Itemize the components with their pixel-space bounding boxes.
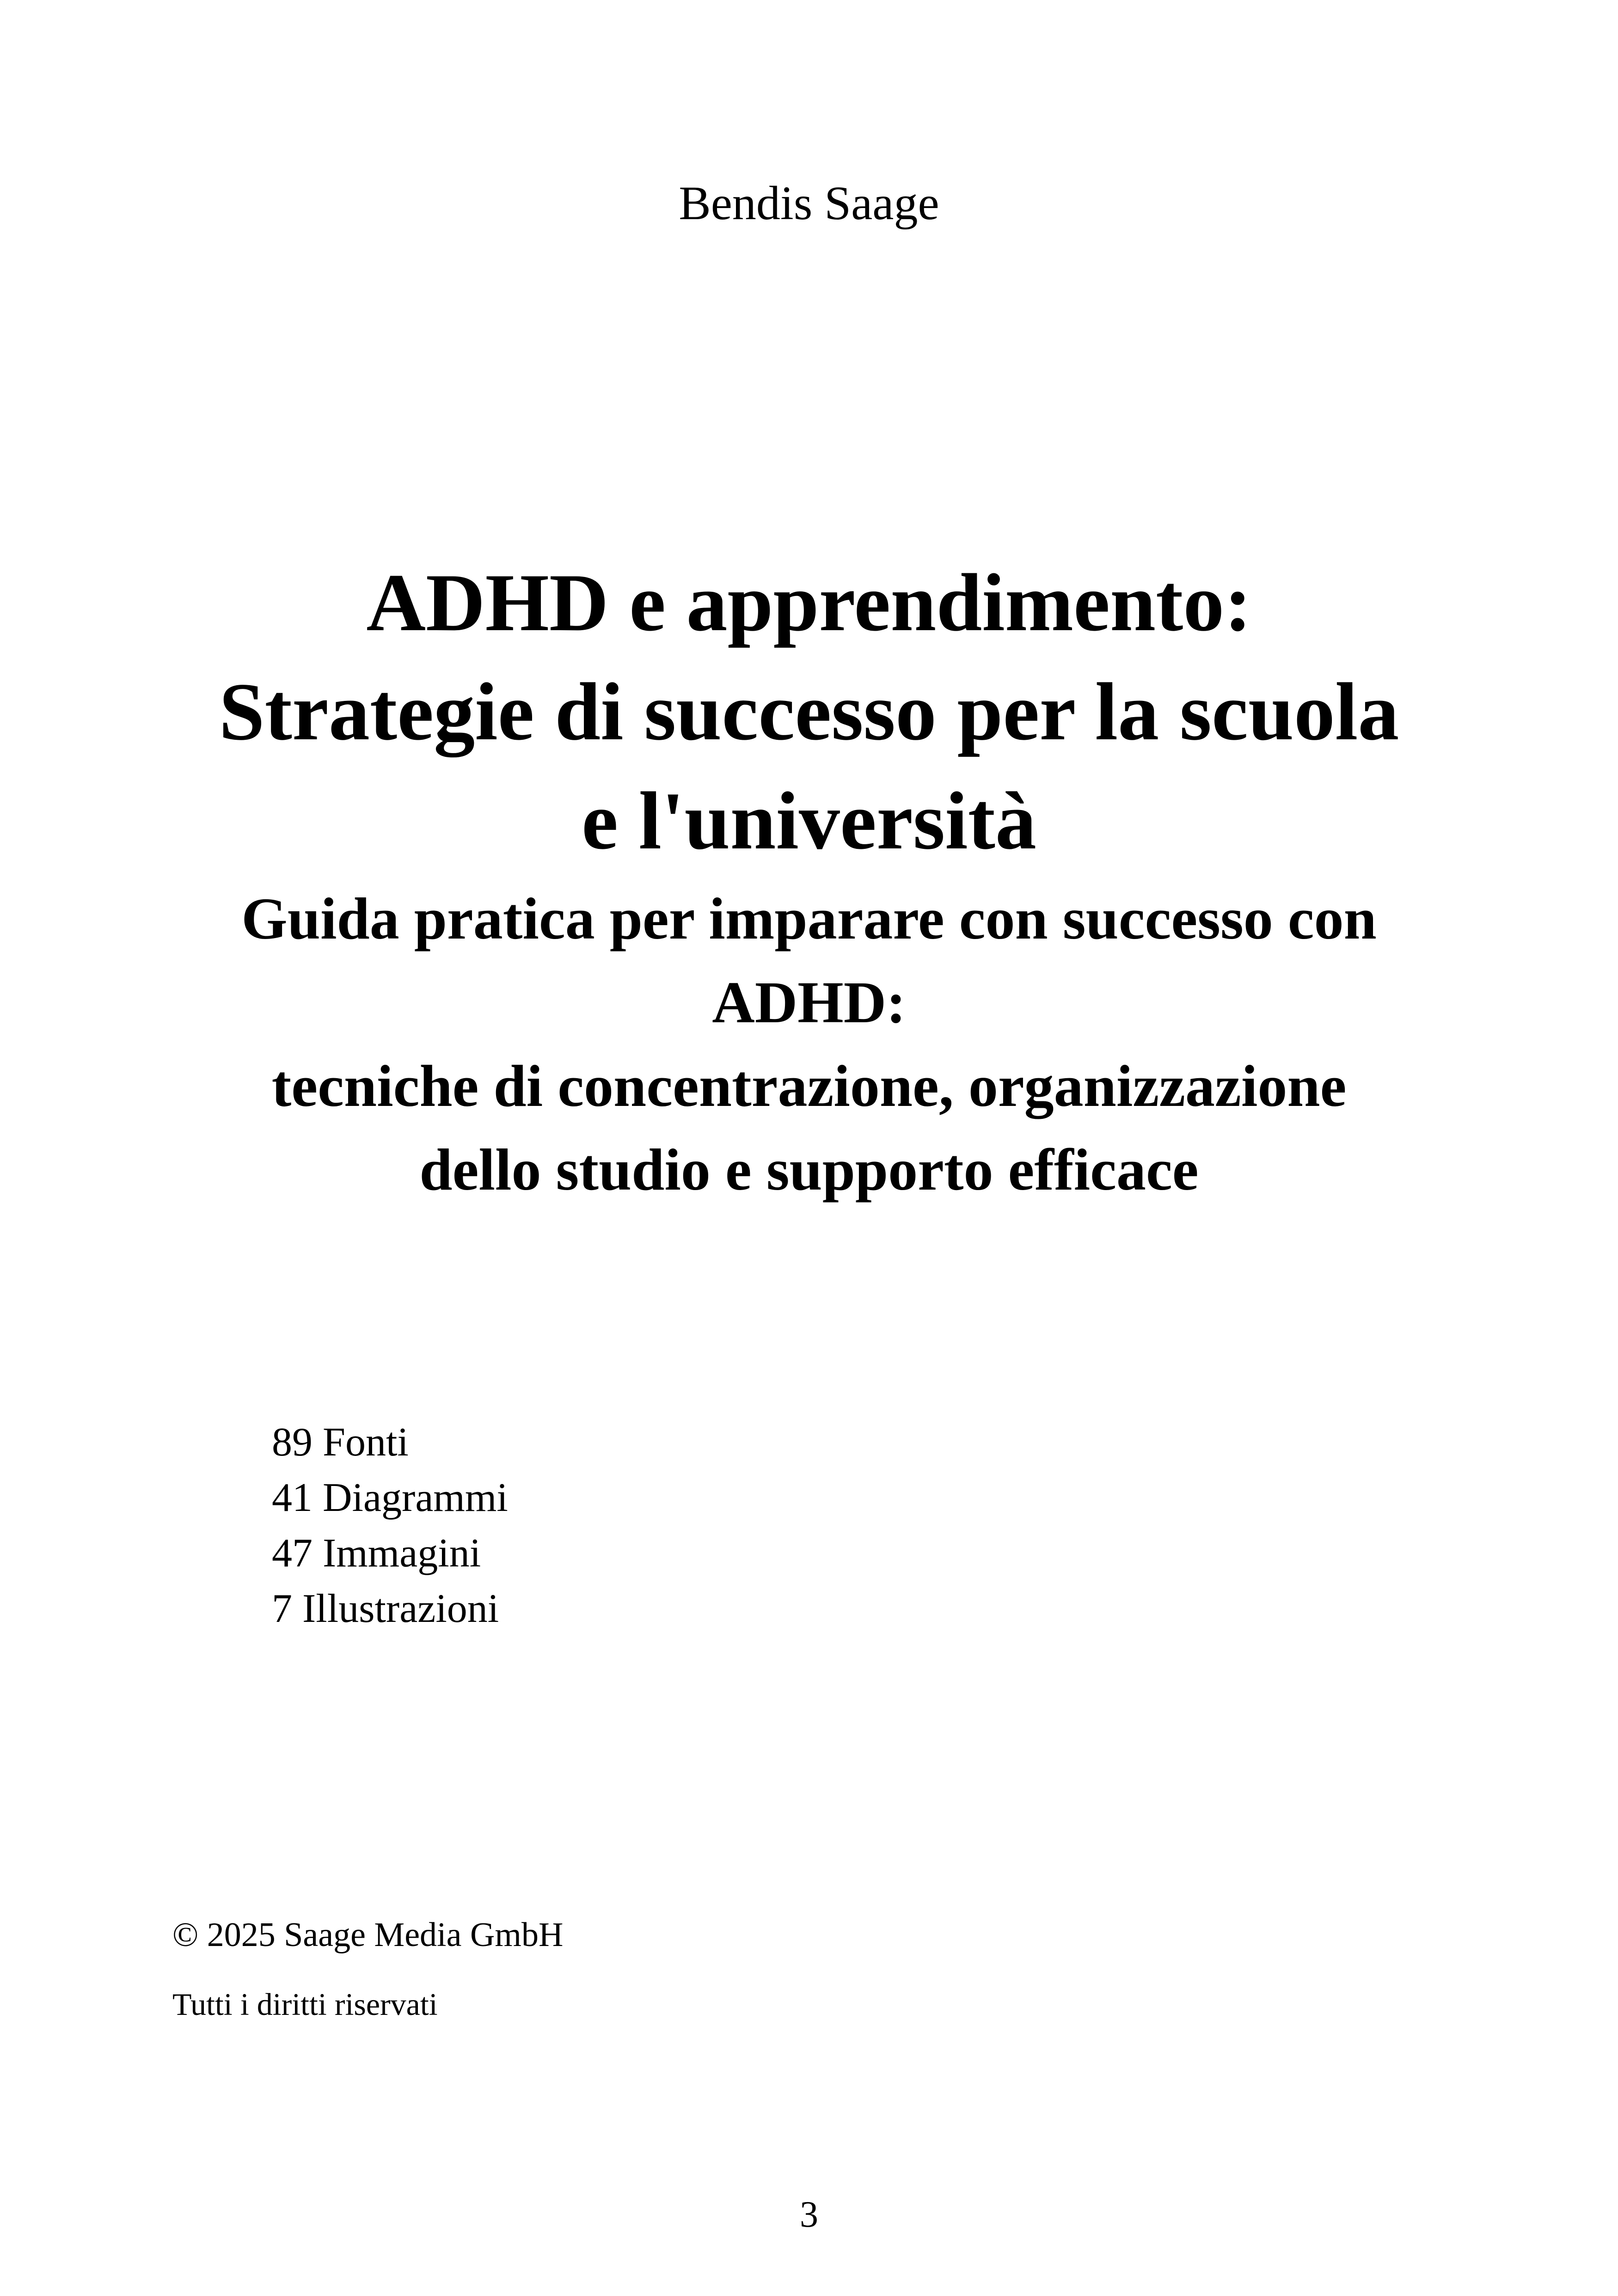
stats-images: 47 Immagini <box>272 1531 481 1576</box>
author-name: Bendis Saage <box>679 177 939 230</box>
rights-notice: Tutti i diritti riservati <box>172 1987 438 2022</box>
title-line-2: Strategie di successo per la scuola <box>219 666 1399 757</box>
subtitle-line-3: tecniche di concentrazione, organizzazione <box>271 1053 1347 1119</box>
page-number: 3 <box>800 2194 818 2235</box>
stats-sources: 89 Fonti <box>272 1420 409 1465</box>
subtitle-line-1: Guida pratica per imparare con successo con <box>241 886 1377 952</box>
book-stats-list <box>272 1415 508 1637</box>
stats-illustrations: 7 Illustrazioni <box>272 1586 499 1631</box>
subtitle-line-2: ADHD: <box>712 970 906 1035</box>
copyright-notice: © 2025 Saage Media GmbH <box>172 1916 564 1954</box>
stats-diagrams: 41 Diagrammi <box>272 1475 508 1520</box>
subtitle-line-4: dello studio e supporto efficace <box>419 1137 1199 1203</box>
book-title-block <box>92 548 1526 1212</box>
title-line-3: e l'università <box>582 775 1036 866</box>
book-subtitle-block <box>92 877 1526 1212</box>
title-line-1: ADHD e apprendimento: <box>366 557 1252 648</box>
